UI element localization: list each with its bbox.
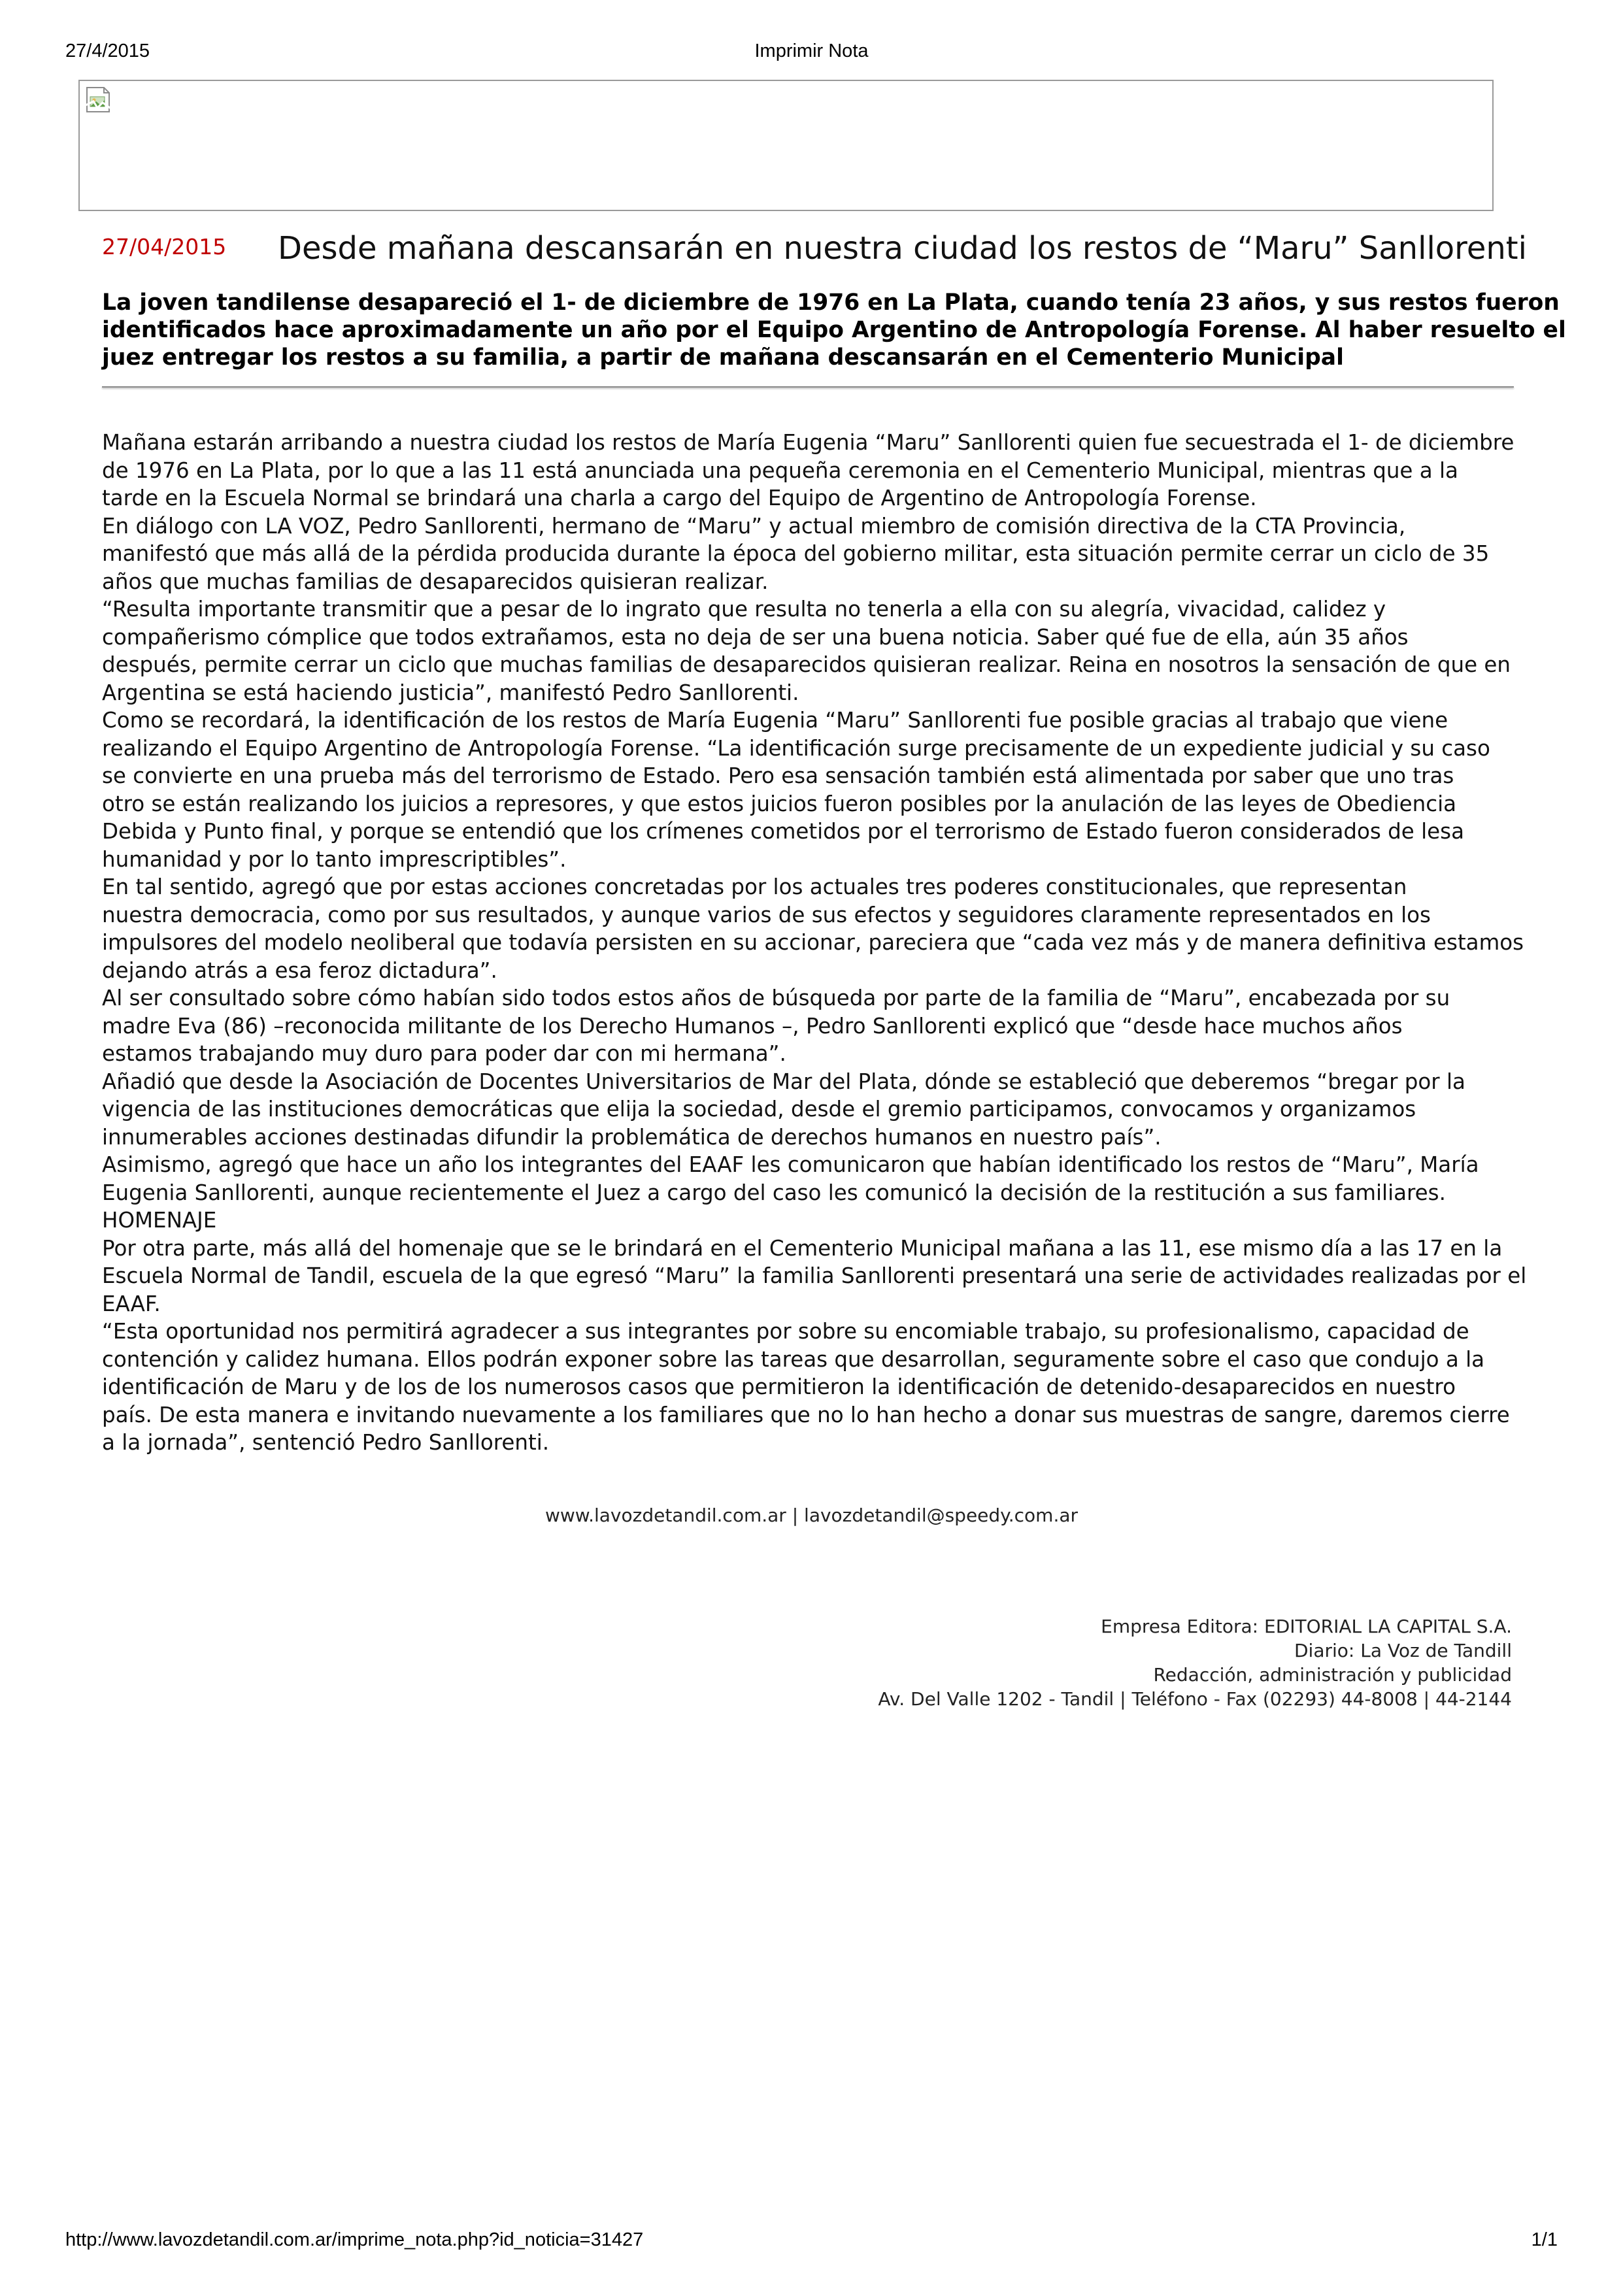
body-line: innumerables acciones destinadas difundir la problemática de derechos humanos en nuestro país”.: [102, 1124, 1162, 1150]
page-url: http://www.lavozdetandil.com.ar/imprime_nota.php?id_noticia=31427: [65, 2229, 644, 2250]
body-line: Eugenia Sanllorenti, aunque recientemente el Juez a cargo del caso les comunicó la decisión de la restitución a sus familiares.: [102, 1180, 1446, 1205]
print-footer: [65, 2229, 1558, 2255]
body-line: Por otra parte, más allá del homenaje que se le brindará en el Cementerio Municipal mañana a las 11, ese mismo día a las 17 en la: [102, 1235, 1503, 1261]
body-line: madre Eva (86) –reconocida militante de los Derecho Humanos –, Pedro Sanllorenti explicó que “desde hace muchos años: [102, 1013, 1403, 1039]
divider: [102, 386, 1514, 388]
lead-line: identificados hace aproximadamente un año por el Equipo Argentino de Antropología Forense. Al haber resuelto el: [102, 317, 1566, 343]
imprint-line: Diario: La Voz de Tandill: [1294, 1640, 1512, 1661]
body-line: a la jornada”, sentenció Pedro Sanllorenti.: [102, 1430, 550, 1455]
article-date: 27/04/2015: [102, 234, 227, 259]
body-line: país. De esta manera e invitando nuevamente a los familiares que no lo han hecho a donar sus muestras de sangre, daremos cierre: [102, 1402, 1510, 1427]
lead-line: La joven tandilense desapareció el 1- de diciembre de 1976 en La Plata, cuando tenía 23 años, y sus restos fueron: [102, 290, 1560, 316]
imprint-line: Av. Del Valle 1202 - Tandil | Teléfono - Fax (02293) 44-8008 | 44-2144: [878, 1688, 1512, 1710]
section-heading: HOMENAJE: [102, 1208, 217, 1233]
banner-image: [78, 80, 1494, 211]
body-line: En diálogo con LA VOZ, Pedro Sanllorenti, hermano de “Maru” y actual miembro de comisión directiva de la CTA Provincia,: [102, 513, 1406, 539]
body-line: Como se recordará, la identificación de los restos de María Eugenia “Maru” Sanllorenti fue posible gracias al trabajo que viene: [102, 708, 1448, 733]
body-line: En tal sentido, agregó que por estas acciones concretadas por los actuales tres poderes constitucionales, que representan: [102, 874, 1407, 899]
publisher-imprint: [878, 1614, 1512, 1711]
print-date: 27/4/2015: [65, 41, 150, 61]
lead-line: juez entregar los restos a su familia, a partir de mañana descansarán en el Cementerio Municipal: [102, 344, 1344, 371]
body-line: Asimismo, agregó que hace un año los integrantes del EAAF les comunicaron que habían identificado los restos de “Maru”, María: [102, 1152, 1479, 1177]
body-line: manifestó que más allá de la pérdida producida durante la época del gobierno militar, esta situación permite cerrar un ciclo de 35: [102, 541, 1490, 566]
site-links[interactable]: www.lavozdetandil.com.ar | lavozdetandil@speedy.com.ar: [544, 1505, 1079, 1526]
imprint-line: Empresa Editora: EDITORIAL LA CAPITAL S.A.: [1101, 1616, 1512, 1637]
print-title: Imprimir Nota: [754, 41, 869, 61]
body-line: humanidad y por lo tanto imprescriptibles”.: [102, 846, 567, 872]
body-line: Añadió que desde la Asociación de Docentes Universitarios de Mar del Plata, dónde se estableció que deberemos “bregar por la: [102, 1069, 1465, 1094]
body-line: Argentina se está haciendo justicia”, manifestó Pedro Sanllorenti.: [102, 680, 799, 705]
body-line: nuestra democracia, como por sus resultados, y aunque varios de sus efectos y seguidores claramente representados en los: [102, 902, 1431, 927]
body-line: años que muchas familias de desaparecidos quisieran realizar.: [102, 569, 769, 594]
article-title: Desde mañana descansarán en nuestra ciudad los restos de “Maru” Sanllorenti: [278, 230, 1527, 267]
article-lead: [102, 289, 1566, 371]
body-line: “Resulta importante transmitir que a pesar de lo ingrato que resulta no tenerla a ella con su alegría, vivacidad, calidez y: [102, 597, 1386, 622]
body-line: vigencia de las instituciones democráticas que elija la sociedad, desde el gremio participamos, convocamos y organizamos: [102, 1097, 1416, 1122]
broken-image-icon: [84, 86, 113, 114]
body-line: Debida y Punto final, y porque se entendió que los crímenes cometidos por el terrorismo de Estado fueron considerados de lesa: [102, 819, 1464, 844]
article-body: [102, 429, 1527, 1457]
body-line: dejando atrás a esa feroz dictadura”.: [102, 957, 497, 983]
body-line: Al ser consultado sobre cómo habían sido todos estos años de búsqueda por parte de la familia de “Maru”, encabezada por su: [102, 986, 1450, 1010]
body-line: de 1976 en La Plata, por lo que a las 11 está anunciada una pequeña ceremonia en el Cementerio Municipal, mientras que a la: [102, 458, 1458, 483]
body-line: otro se están realizando los juicios a represores, y que estos juicios fueron posibles por la anulación de las leyes de Obediencia: [102, 791, 1457, 816]
body-line: impulsores del modelo neoliberal que todavía persisten en su accionar, pareciera que “cada vez más y de manera definitiva estamos: [102, 930, 1524, 955]
body-line: después, permite cerrar un ciclo que muchas familias de desaparecidos quisieran realizar. Reina en nosotros la sensación de que en: [102, 652, 1511, 677]
imprint-line: Redacción, administración y publicidad: [1153, 1664, 1512, 1686]
body-line: “Esta oportunidad nos permitirá agradecer a sus integrantes por sobre su encomiable trabajo, su profesionalismo, capacidad de: [102, 1319, 1469, 1344]
body-line: Escuela Normal de Tandil, escuela de la que egresó “Maru” la familia Sanllorenti presentará una serie de actividades realizadas por el: [102, 1263, 1527, 1288]
body-line: tarde en la Escuela Normal se brindará una charla a cargo del Equipo de Argentino de Antropología Forense.: [102, 486, 1257, 510]
body-line: realizando el Equipo Argentino de Antropología Forense. “La identificación surge precisamente de un expediente judicial y su caso: [102, 735, 1490, 761]
body-line: estamos trabajando muy duro para poder dar con mi hermana”.: [102, 1041, 786, 1066]
page-number: 1/1: [1531, 2229, 1558, 2250]
body-line: EAAF.: [102, 1291, 161, 1316]
body-line: Mañana estarán arribando a nuestra ciudad los restos de María Eugenia “Maru” Sanllorenti quien fue secuestrada el 1- de diciembre: [102, 430, 1514, 455]
body-line: se convierte en una prueba más del terrorismo de Estado. Pero esa sensación también está alimentada por saber que uno tras: [102, 763, 1454, 788]
body-line: identificación de Maru y de los de los numerosos casos que permitieron la identificación de detenido-desaparecidos en nuestro: [102, 1374, 1456, 1399]
body-line: contención y calidez humana. Ellos podrán exponer sobre las tareas que desarrollan, seguramente sobre el caso que condujo a la: [102, 1346, 1485, 1372]
print-header: [65, 41, 1558, 67]
body-line: compañerismo cómplice que todos extrañamos, esta no deja de ser una buena noticia. Saber qué fue de ella, aún 35 años: [102, 624, 1409, 650]
